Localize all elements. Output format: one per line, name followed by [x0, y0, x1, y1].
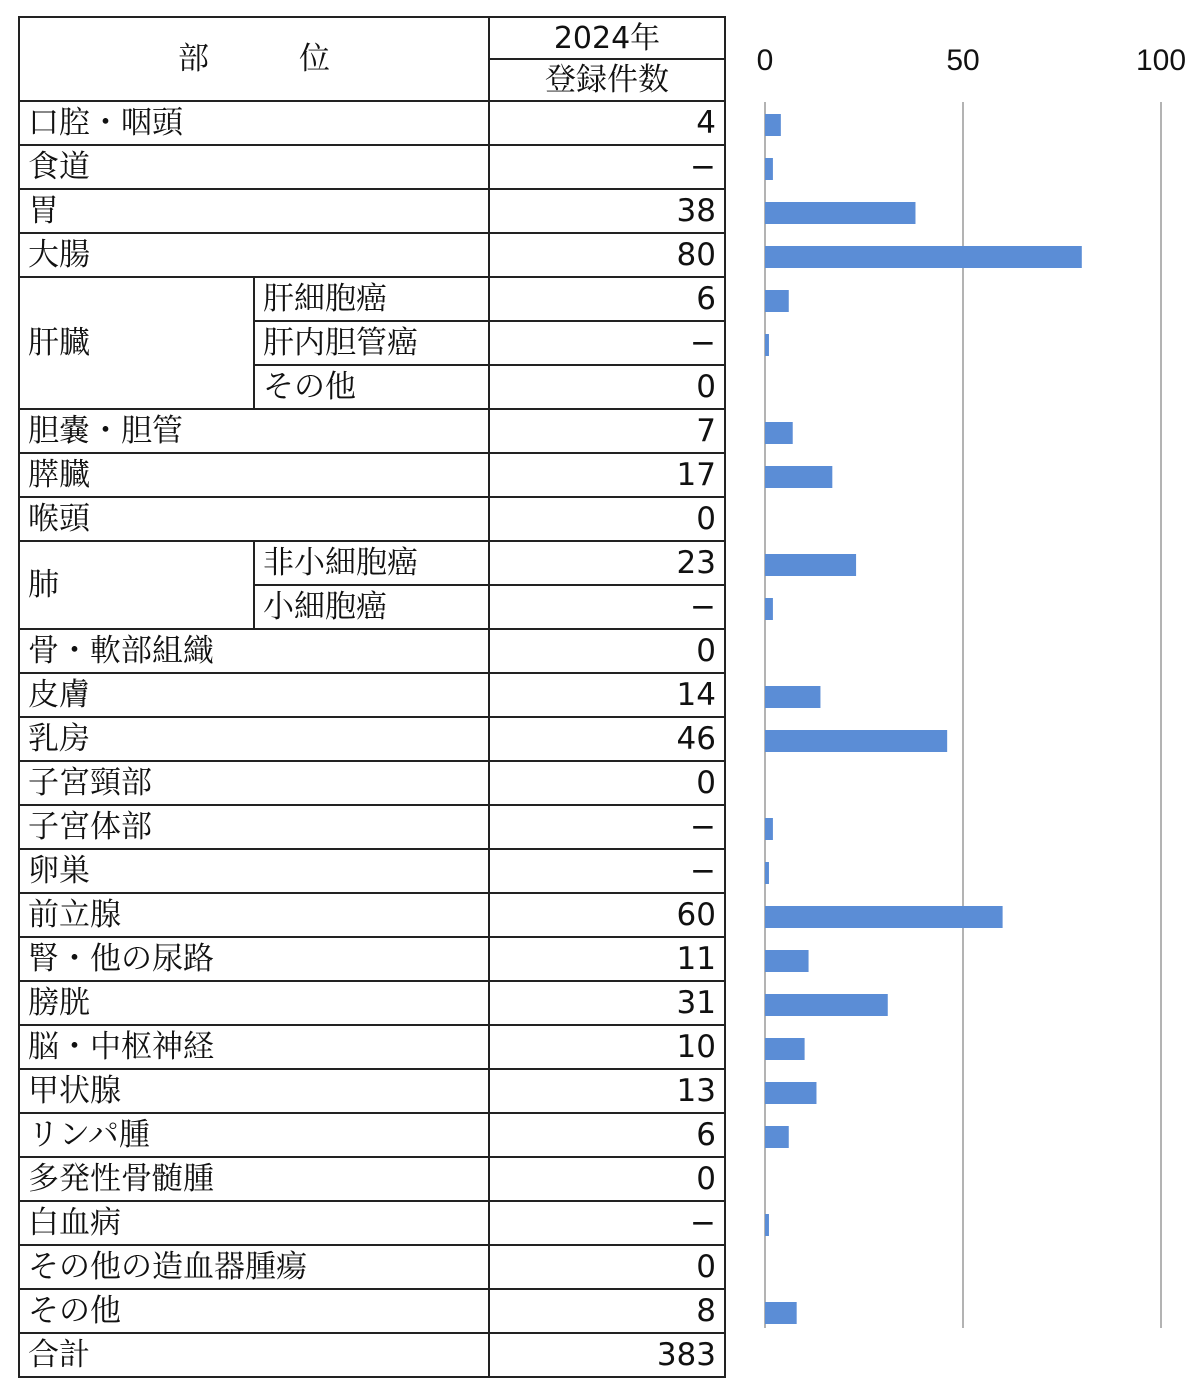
count-cell: 38	[489, 189, 725, 233]
bar	[765, 950, 809, 972]
site-cell: 喉頭	[19, 497, 489, 541]
count-cell: 0	[489, 761, 725, 805]
site-cell: 甲状腺	[19, 1069, 489, 1113]
site-cell: 腎・他の尿路	[19, 937, 489, 981]
bar	[765, 906, 1003, 928]
count-header-label: 登録件数	[545, 62, 669, 98]
count-cell: 60	[489, 893, 725, 937]
site-cell: リンパ腫	[19, 1113, 489, 1157]
x-tick-label: 0	[756, 44, 774, 77]
bar	[765, 334, 769, 356]
bar	[765, 114, 781, 136]
count-cell: 46	[489, 717, 725, 761]
site-header-char-1: 部	[178, 40, 209, 77]
count-cell: 23	[489, 541, 725, 585]
bar	[765, 730, 947, 752]
x-tick-label: 50	[946, 44, 980, 77]
bar	[765, 422, 793, 444]
count-cell: 7	[489, 409, 725, 453]
site-cell: 胃	[19, 189, 489, 233]
count-cell: −	[489, 145, 725, 189]
bar	[765, 862, 769, 884]
site-cell: 膵臓	[19, 453, 489, 497]
count-cell: 4	[489, 101, 725, 145]
site-cell: 脳・中枢神経	[19, 1025, 489, 1069]
subsite-cell: 肝細胞癌	[254, 277, 489, 321]
count-cell: 0	[489, 497, 725, 541]
bar	[765, 158, 773, 180]
bar	[765, 1214, 769, 1236]
bar	[765, 1126, 789, 1148]
bar	[765, 202, 915, 224]
count-cell: 80	[489, 233, 725, 277]
count-cell: 14	[489, 673, 725, 717]
site-cell: 子宮頸部	[19, 761, 489, 805]
count-cell: 17	[489, 453, 725, 497]
site-cell: 皮膚	[19, 673, 489, 717]
site-cell: その他	[19, 1289, 489, 1333]
count-cell: −	[489, 1201, 725, 1245]
subsite-cell: 肝内胆管癌	[254, 321, 489, 365]
count-cell: 8	[489, 1289, 725, 1333]
bar	[765, 1082, 816, 1104]
site-cell: 口腔・咽頭	[19, 101, 489, 145]
count-cell: 0	[489, 365, 725, 409]
site-cell: 子宮体部	[19, 805, 489, 849]
site-header-char-2: 位	[299, 40, 330, 77]
bar	[765, 554, 856, 576]
bar	[765, 994, 888, 1016]
bar	[765, 1038, 805, 1060]
count-cell: 31	[489, 981, 725, 1025]
count-cell: 0	[489, 1157, 725, 1201]
bar	[765, 290, 789, 312]
count-cell: −	[489, 805, 725, 849]
count-cell: 13	[489, 1069, 725, 1113]
bar	[765, 598, 773, 620]
site-cell: 卵巣	[19, 849, 489, 893]
subsite-cell: 非小細胞癌	[254, 541, 489, 585]
site-cell: 大腸	[19, 233, 489, 277]
site-cell: その他の造血器腫瘍	[19, 1245, 489, 1289]
site-cell: 乳房	[19, 717, 489, 761]
site-cell: 白血病	[19, 1201, 489, 1245]
site-cell: 肝臓	[19, 277, 254, 409]
subsite-cell: 小細胞癌	[254, 585, 489, 629]
site-cell: 膀胱	[19, 981, 489, 1025]
count-cell: 10	[489, 1025, 725, 1069]
site-cell: 胆嚢・胆管	[19, 409, 489, 453]
bar	[765, 686, 820, 708]
bar	[765, 1302, 797, 1324]
year-header: 2024年	[490, 18, 724, 60]
count-cell: −	[489, 849, 725, 893]
site-cell: 骨・軟部組織	[19, 629, 489, 673]
count-cell: 11	[489, 937, 725, 981]
bar	[765, 246, 1082, 268]
count-cell: 6	[489, 277, 725, 321]
count-cell: −	[489, 585, 725, 629]
total-value: 383	[489, 1333, 725, 1377]
count-cell: 0	[489, 1245, 725, 1289]
site-cell: 食道	[19, 145, 489, 189]
count-cell: −	[489, 321, 725, 365]
count-cell: 6	[489, 1113, 725, 1157]
subsite-cell: その他	[254, 365, 489, 409]
site-cell: 前立腺	[19, 893, 489, 937]
bar	[765, 818, 773, 840]
site-cell: 多発性骨髄腫	[19, 1157, 489, 1201]
site-cell: 肺	[19, 541, 254, 629]
total-label: 合計	[19, 1333, 489, 1377]
x-tick-label: 100	[1135, 44, 1187, 77]
count-cell: 0	[489, 629, 725, 673]
bar	[765, 466, 832, 488]
